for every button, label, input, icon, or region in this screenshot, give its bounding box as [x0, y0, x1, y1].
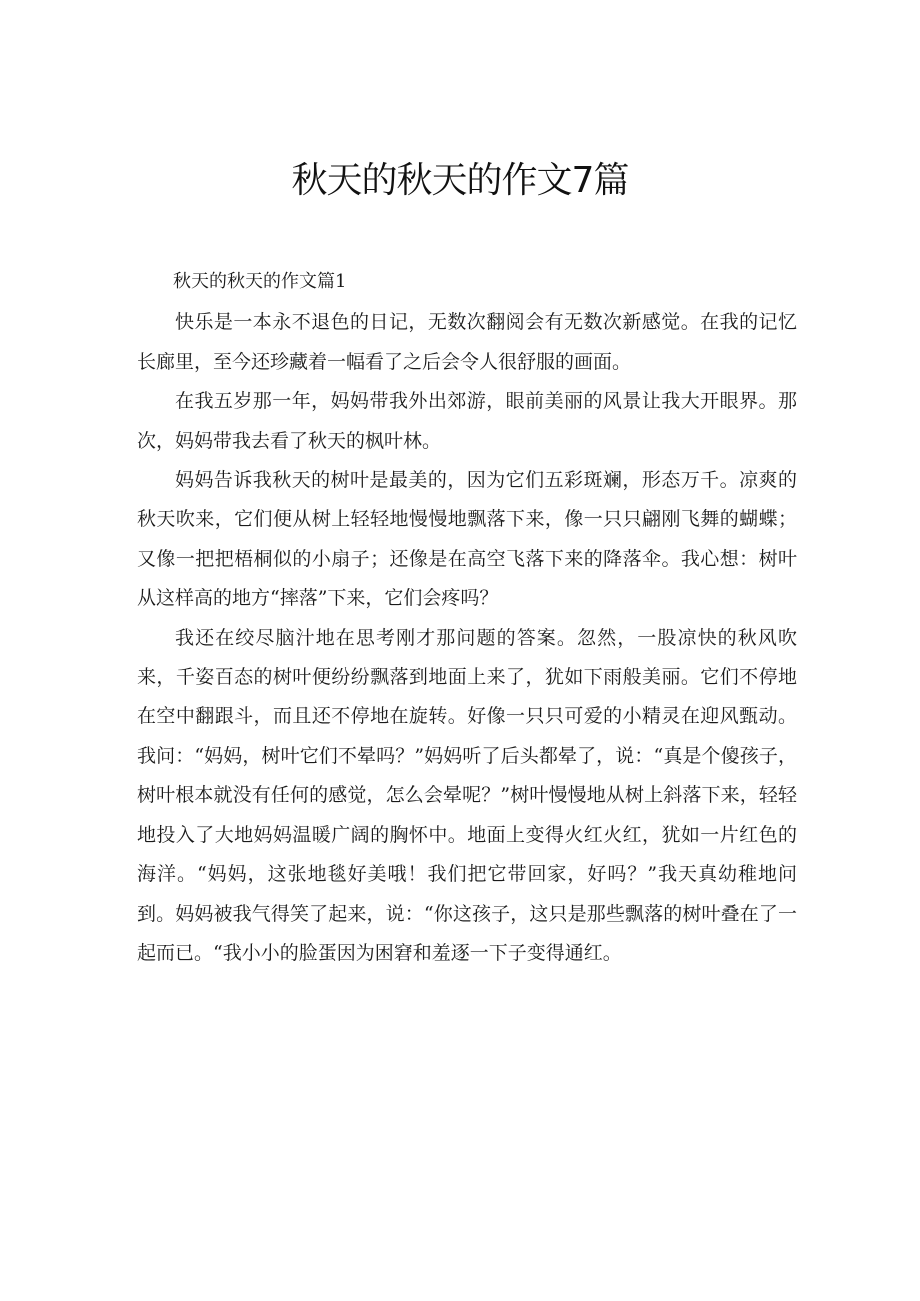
document-body	[137, 262, 797, 973]
section-heading: 秋天的秋天的作文篇1	[173, 271, 347, 292]
paragraph-3: 妈妈告诉我秋天的树叶是最美的，因为它们五彩斑斓，形态万千。凉爽的秋天吹来，它们便从树上轻轻地慢慢地飘落下来，像一只只翩刚飞舞的蝴蝶；又像一把把梧桐似的小扇子；还像是在高空飞落下来的降落伞。我心想：树叶从这样高的地方“摔落”下来，它们会疼吗？	[137, 469, 797, 610]
document-title: 秋天的秋天的作文7篇	[291, 160, 629, 201]
paragraph-2: 在我五岁那一年，妈妈带我外出郊游，眼前美丽的风景让我大开眼界。那次，妈妈带我去看了秋天的枫叶林。	[137, 390, 797, 452]
paragraph-1: 快乐是一本永不退色的日记，无数次翻阅会有无数次新感觉。在我的记忆长廊里，至今还珍藏着一幅看了之后会令人很舒服的画面。	[137, 311, 797, 373]
paragraph-4: 我还在绞尽脑汁地在思考刚才那问题的答案。忽然，一股凉快的秋风吹来，千姿百态的树叶便纷纷飘落到地面上来了，犹如下雨般美丽。它们不停地在空中翻跟斗，而且还不停地在旋转。好像一只只可爱的小精灵在迎风甄动。我问：“妈妈，树叶它们不晕吗？”妈妈听了后头都晕了，说：“真是个傻孩子，树叶根本就没有任何的感觉，怎么会晕呢？”树叶慢慢地从树上斜落下来，轻轻地投入了大地妈妈温暖广阔的胸怀中。地面上变得火红火红，犹如一片红色的海洋。“妈妈，这张地毯好美哦！我们把它带回家，好吗？”我天真幼稚地问到。妈妈被我气得笑了起来，说：“你这孩子，这只是那些飘落的树叶叠在了一起而已。“我小小的脸蛋因为困窘和羞逐一下子变得通红。	[137, 626, 797, 964]
